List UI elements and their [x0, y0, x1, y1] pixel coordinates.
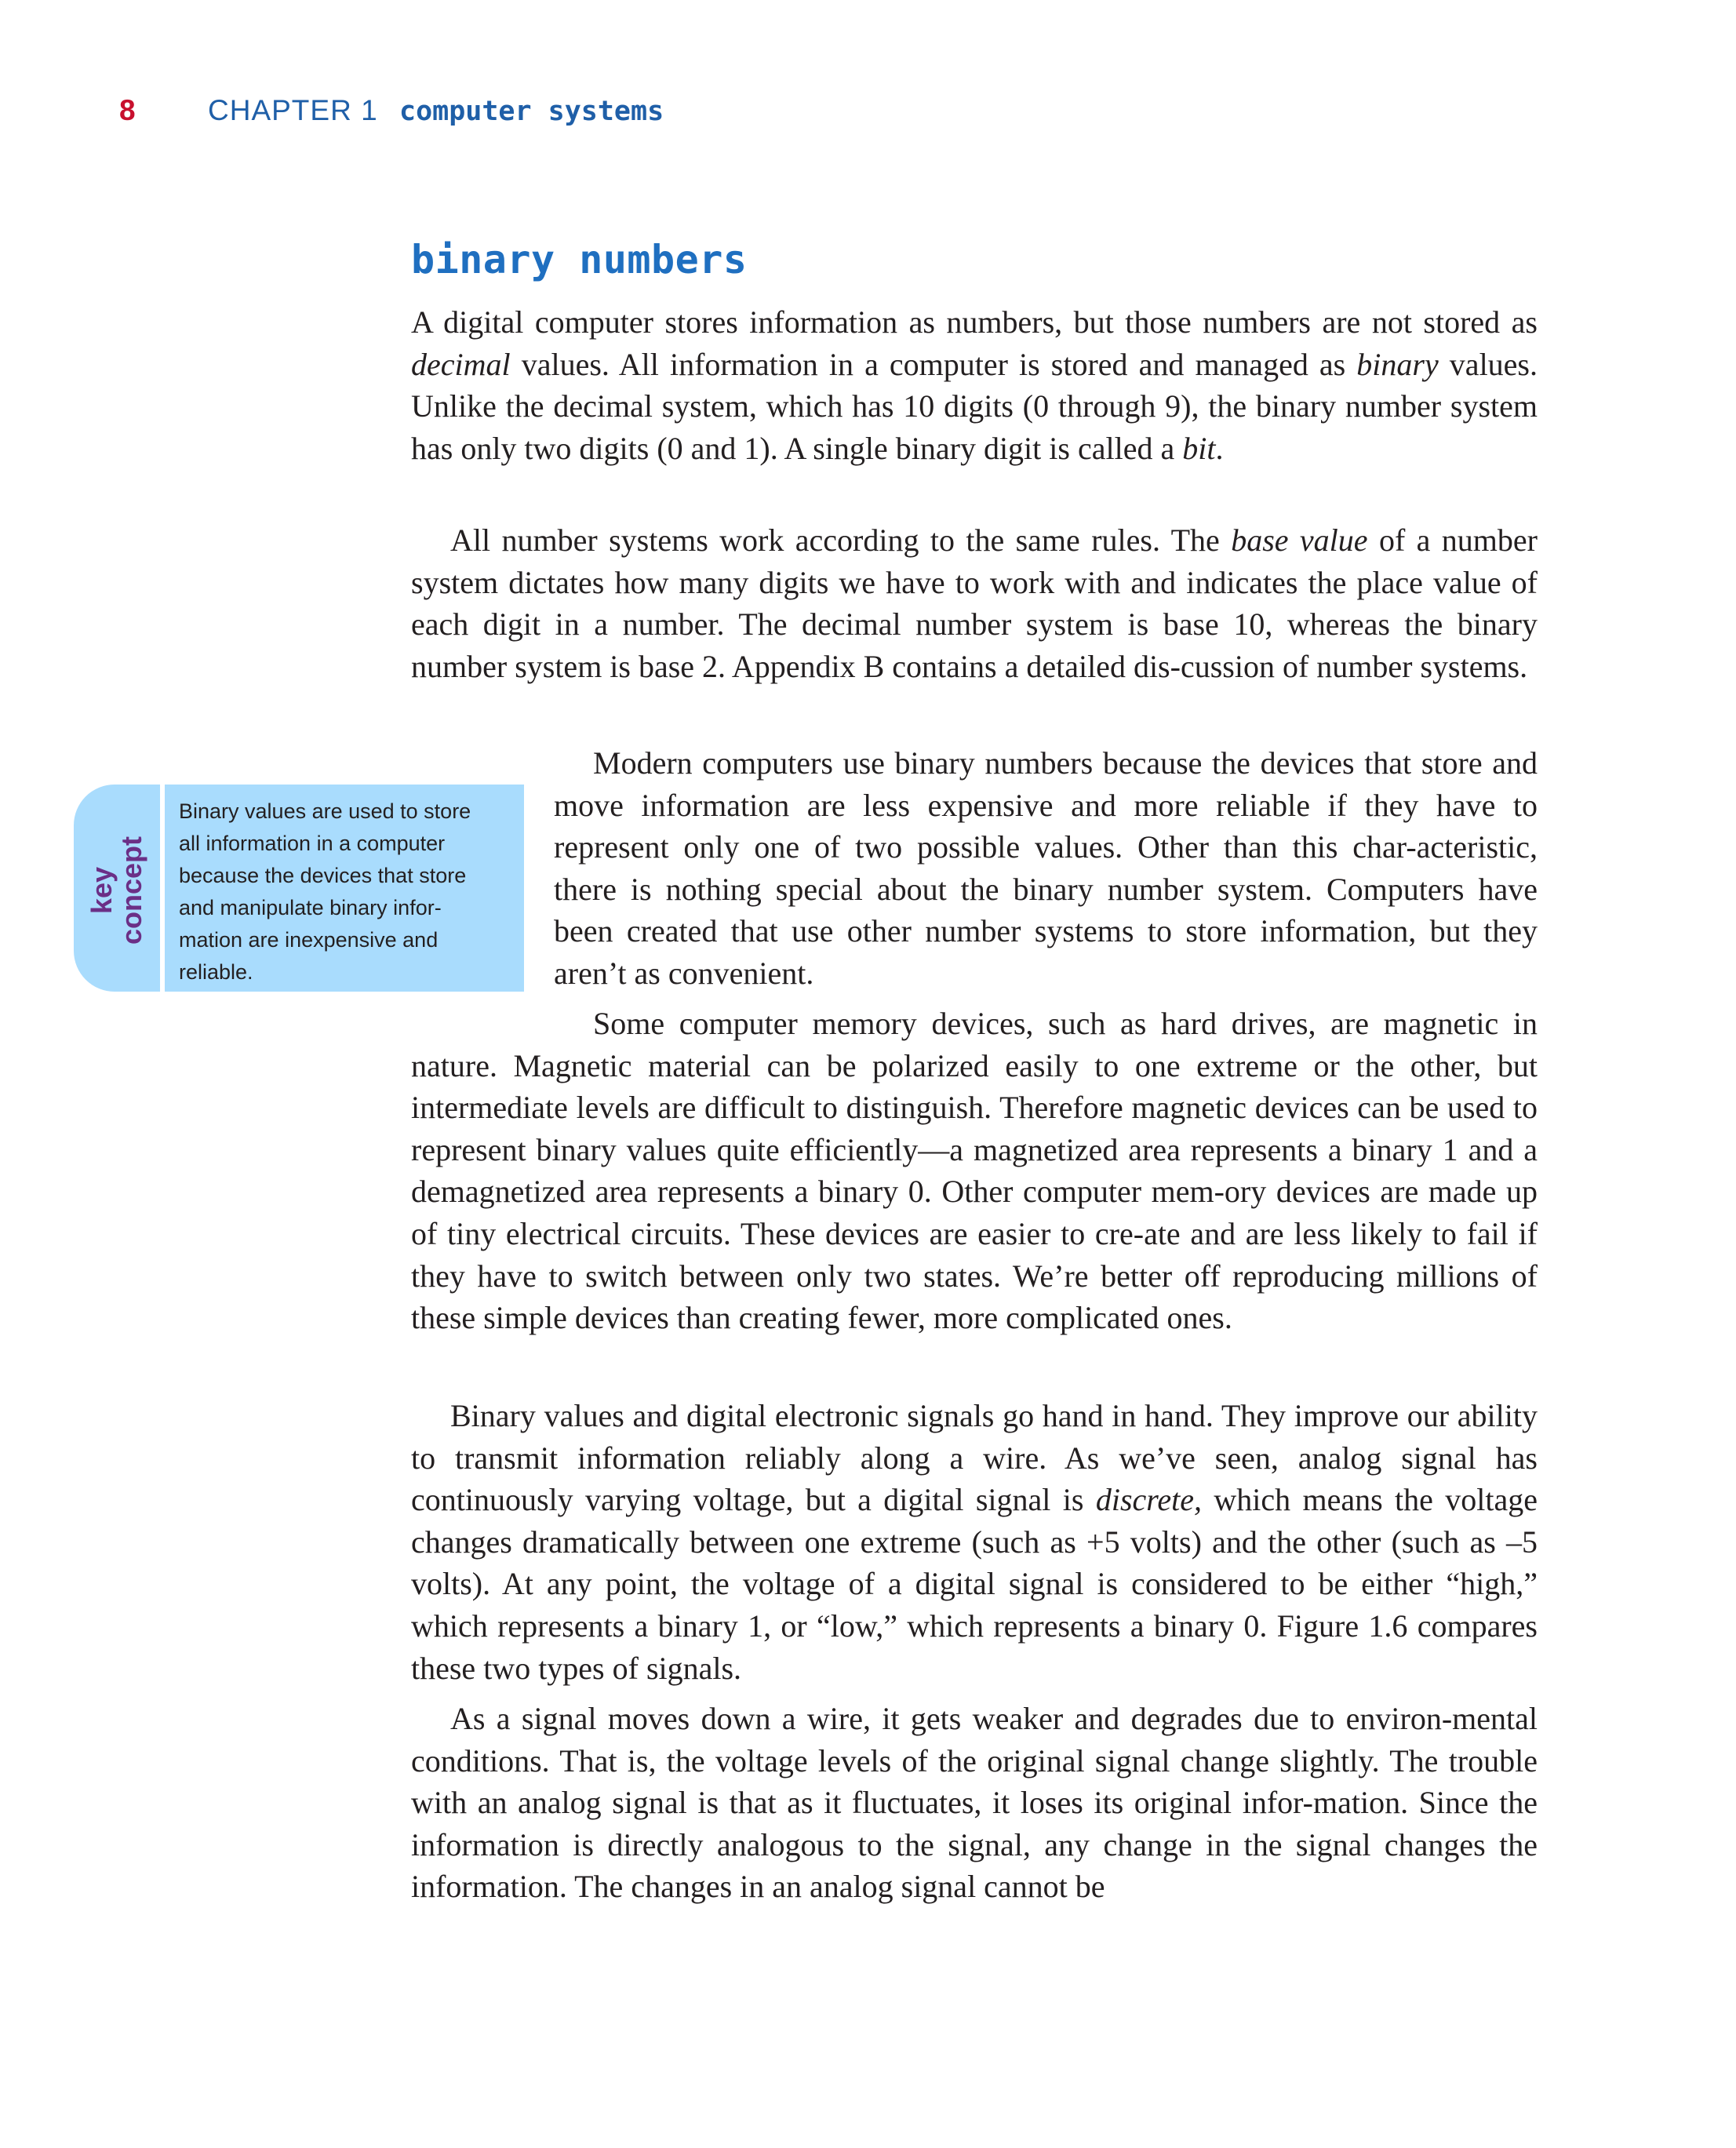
page-number: 8 [119, 94, 136, 126]
key-concept-line: all information in a computer [179, 832, 446, 855]
term-discrete: discrete, [1095, 1482, 1202, 1518]
chapter-label: CHAPTER 1 [208, 94, 378, 126]
chapter-title: computer systems [399, 96, 664, 127]
paragraph-4: Some computer memory devices, such as hard drives, are magnetic in nature. Magnetic material can be polarized easily to one extreme or the other, but intermediate levels are difficult to distinguish. Therefore magnetic devices can be used to represent binary values quite efficiently—a magnetized area represents a binary 1 and a demagnetized area represents a binary 0. Other computer mem-ory devices are made up of tiny electrical circuits. These devices are easier to cre-ate and are less likely to fail if they have to switch between only two states. We’re better off reproducing millions of these simple devices than creating fewer, more complicated ones. [411, 1006, 1538, 1336]
paragraph-5 [411, 1395, 1538, 1689]
paragraph-2 [411, 519, 1538, 687]
term-bit: bit [1182, 430, 1216, 466]
key-concept-line: reliable. [179, 960, 253, 984]
key-concept-body [165, 785, 524, 992]
key-concept-box [74, 785, 524, 992]
paragraph-3: Modern computers use binary numbers because the devices that store and move information are less expensive and more reliable if they have to represent only one of two possible values. Other than this char-acteristic, there is nothing special about the binary number system. Computers have been created that use other number systems to store information, but they aren’t as convenient. [554, 745, 1538, 991]
key-concept-line: mation are inexpensive and [179, 928, 439, 952]
term-decimal: decimal [411, 346, 511, 382]
paragraph-1 [411, 301, 1538, 469]
key-concept-line: and manipulate binary infor- [179, 896, 442, 919]
paragraph-6: As a signal moves down a wire, it gets weaker and degrades due to environ-mental conditions. That is, the voltage levels of the original signal change slightly. The trouble with an analog signal is that as it fluctuates, it loses its original infor-mation. Since the information is directly analogous to the signal, any change in the signal changes the information. The changes in an analog signal cannot be [411, 1701, 1538, 1905]
paragraph-1-text-a: A digital computer stores information as numbers, but those numbers are not stored as [411, 304, 1538, 340]
term-binary: binary [1356, 346, 1439, 382]
key-concept-tab [74, 785, 160, 992]
key-concept-label-line1: key [86, 866, 118, 915]
paragraph-1-text-b: values. All information in a computer is stored and managed as [510, 346, 1357, 382]
key-concept-label-line2: concept [115, 836, 147, 945]
paragraph-5-text-b: which means the voltage changes dramatically between one extreme (such as +5 volts) and the other (such as –5 volts). At any point, the voltage of a digital signal is considered to be either “high,” which represents a binary 1, or “low,” which represents a binary 0. Figure 1.6 compares these two types of signals. [411, 1482, 1538, 1686]
paragraph-1-text-c: values. Unlike the decimal system, which has 10 digits (0 through 9), the binary number system has only two digits (0 and 1). A single binary digit is called a [411, 346, 1538, 466]
paragraph-5-text-a: Binary values and digital electronic signals go hand in hand. They improve our ability to transmit information reliably along a wire. As we’ve seen, analog signal has continuously varying voltage, but a digital signal is [411, 1398, 1538, 1518]
paragraph-2-text-b: of a number system dictates how many digits we have to work with and indicates the place value of each digit in a number. The decimal number system is base 10, whereas the binary number system is base 2. Appendix B contains a detailed dis-cussion of number systems. [411, 522, 1538, 684]
paragraph-1-text-d: . [1215, 430, 1224, 466]
key-concept-line: Binary values are used to store [179, 799, 471, 823]
term-base-value: base value [1231, 522, 1368, 558]
key-concept-label [87, 796, 147, 985]
paragraph-2-text-a: All number systems work according to the same rules. The [450, 522, 1232, 558]
key-concept-line: because the devices that store [179, 864, 467, 887]
section-heading: binary numbers [411, 237, 748, 282]
